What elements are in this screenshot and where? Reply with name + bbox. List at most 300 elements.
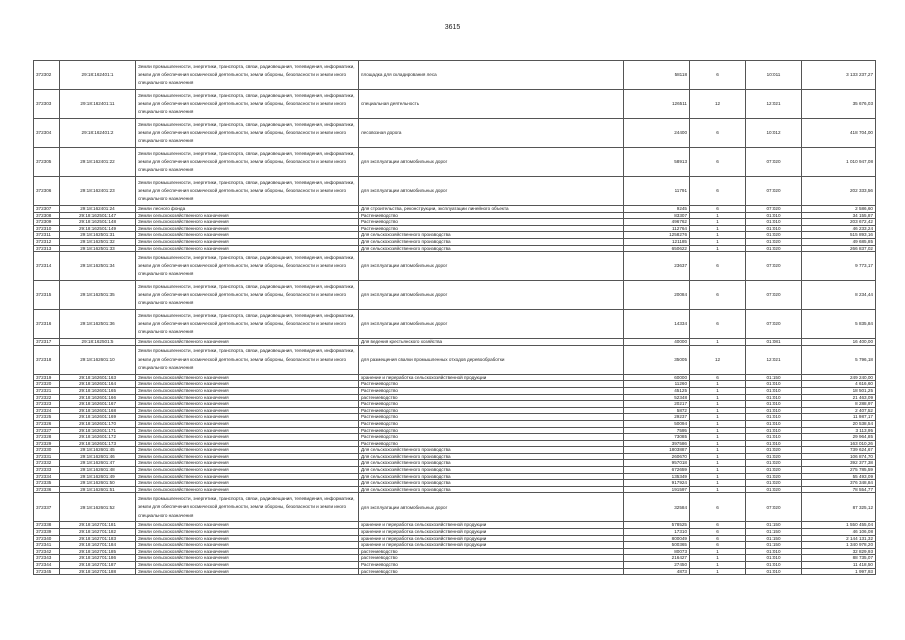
row-number-cell: 372337 bbox=[34, 493, 60, 522]
cadastral-value-table bbox=[33, 60, 876, 575]
permitted-use-cell: Растениеводство bbox=[359, 407, 624, 414]
cadastral-number-cell: 29:18:162701:182 bbox=[60, 529, 136, 536]
group-number-cell: 1 bbox=[690, 387, 746, 394]
cadastral-number-cell: 29:18:162601:50 bbox=[60, 480, 136, 487]
row-number-cell: 372302 bbox=[34, 61, 60, 90]
area-cell: 672659 bbox=[624, 467, 690, 474]
cadastral-value-cell: 4 616,60 bbox=[802, 381, 876, 388]
cadastral-number-cell: 29:18:162701:187 bbox=[60, 562, 136, 569]
cadastral-number-cell: 29:18:162601:171 bbox=[60, 427, 136, 434]
land-category-cell: Земли сельскохозяйственного назначения bbox=[136, 460, 359, 467]
row-number-cell: 372341 bbox=[34, 542, 60, 549]
table-row bbox=[34, 407, 876, 414]
row-number-cell: 372335 bbox=[34, 480, 60, 487]
group-number-cell: 1 bbox=[690, 339, 746, 346]
cadastral-number-cell: 29:18:162601:52 bbox=[60, 493, 136, 522]
cadastral-number-cell: 29:18:162501:36 bbox=[60, 310, 136, 339]
row-number-cell: 372343 bbox=[34, 555, 60, 562]
table-row bbox=[34, 562, 876, 569]
group-number-cell: 1 bbox=[690, 225, 746, 232]
use-code-cell: 01:010 bbox=[746, 219, 802, 226]
group-number-cell: 1 bbox=[690, 473, 746, 480]
permitted-use-cell: для эксплуатации автомобильных дорог bbox=[359, 252, 624, 281]
land-category-cell: Земли сельскохозяйственного назначения bbox=[136, 555, 359, 562]
permitted-use-cell: хранение и переработка сельскохозяйственной продукции bbox=[359, 522, 624, 529]
permitted-use-cell: для размещения свалки промышленных отходов деревообработки bbox=[359, 345, 624, 374]
land-category-cell: Земли промышленности, энергетики, транспорта, связи, радиовещания, телевидения, информатики, земли для обеспечения космической деятельности, земли обороны, безопасности и земли иного специального назначения bbox=[136, 493, 359, 522]
table-row bbox=[34, 420, 876, 427]
group-number-cell: 1 bbox=[690, 381, 746, 388]
group-number-cell: 1 bbox=[690, 434, 746, 441]
table-row bbox=[34, 119, 876, 148]
land-category-cell: Земли сельскохозяйственного назначения bbox=[136, 467, 359, 474]
land-category-cell: Земли сельскохозяйственного назначения bbox=[136, 232, 359, 239]
cadastral-number-cell: 29:18:162601:173 bbox=[60, 440, 136, 447]
group-number-cell: 1 bbox=[690, 401, 746, 408]
row-number-cell: 372317 bbox=[34, 339, 60, 346]
table-row bbox=[34, 568, 876, 575]
table-row bbox=[34, 381, 876, 388]
group-number-cell: 1 bbox=[690, 232, 746, 239]
table-row bbox=[34, 310, 876, 339]
permitted-use-cell: Для сельскохозяйственного производства bbox=[359, 480, 624, 487]
table-row bbox=[34, 148, 876, 177]
land-category-cell: Земли сельскохозяйственного назначения bbox=[136, 562, 359, 569]
permitted-use-cell: хранение и переработка сельскохозяйственной продукции bbox=[359, 374, 624, 381]
land-category-cell: Земли сельскохозяйственного назначения bbox=[136, 453, 359, 460]
use-code-cell: 01:010 bbox=[746, 440, 802, 447]
use-code-cell: 12:021 bbox=[746, 345, 802, 374]
row-number-cell: 372331 bbox=[34, 453, 60, 460]
cadastral-value-cell: 106 874,70 bbox=[802, 453, 876, 460]
row-number-cell: 372304 bbox=[34, 119, 60, 148]
use-code-cell: 01:150 bbox=[746, 542, 802, 549]
cadastral-number-cell: 29:18:162501:148 bbox=[60, 219, 136, 226]
land-category-cell: Земли сельскохозяйственного назначения bbox=[136, 381, 359, 388]
area-cell: 83307 bbox=[624, 212, 690, 219]
use-code-cell: 10:011 bbox=[746, 61, 802, 90]
cadastral-number-cell: 29:18:162601:172 bbox=[60, 434, 136, 441]
row-number-cell: 372319 bbox=[34, 374, 60, 381]
table-row bbox=[34, 460, 876, 467]
group-number-cell: 12 bbox=[690, 90, 746, 119]
permitted-use-cell: Для ведения крестьянского хозяйства bbox=[359, 339, 624, 346]
area-cell: 32584 bbox=[624, 493, 690, 522]
cadastral-number-cell: 29:18:162401:11 bbox=[60, 90, 136, 119]
row-number-cell: 372342 bbox=[34, 548, 60, 555]
area-cell: 4873 bbox=[624, 568, 690, 575]
use-code-cell: 01:150 bbox=[746, 529, 802, 536]
table-row bbox=[34, 548, 876, 555]
area-cell: 1803887 bbox=[624, 447, 690, 454]
table-row bbox=[34, 427, 876, 434]
cadastral-value-cell: 18 501,25 bbox=[802, 387, 876, 394]
group-number-cell: 6 bbox=[690, 522, 746, 529]
row-number-cell: 372330 bbox=[34, 447, 60, 454]
cadastral-value-cell: 16 400,00 bbox=[802, 339, 876, 346]
use-code-cell: 01:010 bbox=[746, 548, 802, 555]
row-number-cell: 372339 bbox=[34, 529, 60, 536]
land-category-cell: Земли сельскохозяйственного назначения bbox=[136, 440, 359, 447]
use-code-cell: 01:020 bbox=[746, 447, 802, 454]
area-cell: 126511 bbox=[624, 90, 690, 119]
permitted-use-cell: растениеводство bbox=[359, 548, 624, 555]
cadastral-number-cell: 29:18:162401:23 bbox=[60, 177, 136, 206]
permitted-use-cell: растениеводство bbox=[359, 394, 624, 401]
land-category-cell: Земли сельскохозяйственного назначения bbox=[136, 219, 359, 226]
row-number-cell: 372323 bbox=[34, 401, 60, 408]
row-number-cell: 372340 bbox=[34, 535, 60, 542]
row-number-cell: 372316 bbox=[34, 310, 60, 339]
row-number-cell: 372332 bbox=[34, 460, 60, 467]
cadastral-number-cell: 29:18:162701:186 bbox=[60, 555, 136, 562]
permitted-use-cell: растениеводство bbox=[359, 568, 624, 575]
table-row bbox=[34, 473, 876, 480]
cadastral-value-cell: 418 704,00 bbox=[802, 119, 876, 148]
cadastral-number-cell: 29:18:162701:185 bbox=[60, 548, 136, 555]
cadastral-number-cell: 29:18:162501:149 bbox=[60, 225, 136, 232]
land-category-cell: Земли сельскохозяйственного назначения bbox=[136, 225, 359, 232]
group-number-cell: 1 bbox=[690, 555, 746, 562]
permitted-use-cell: Для сельскохозяйственного производства bbox=[359, 473, 624, 480]
land-category-cell: Земли промышленности, энергетики, транспорта, связи, радиовещания, телевидения, информатики, земли для обеспечения космической деятельности, земли обороны, безопасности и земли иного специального назначения bbox=[136, 148, 359, 177]
use-code-cell: 01:010 bbox=[746, 225, 802, 232]
cadastral-value-cell: 87 325,12 bbox=[802, 493, 876, 522]
row-number-cell: 372344 bbox=[34, 562, 60, 569]
row-number-cell: 372336 bbox=[34, 486, 60, 493]
row-number-cell: 372305 bbox=[34, 148, 60, 177]
cadastral-value-cell: 249 240,00 bbox=[802, 374, 876, 381]
cadastral-number-cell: 29:18:162701:184 bbox=[60, 542, 136, 549]
use-code-cell: 07:020 bbox=[746, 281, 802, 310]
table-row bbox=[34, 225, 876, 232]
area-cell: 500365 bbox=[624, 542, 690, 549]
row-number-cell: 372327 bbox=[34, 427, 60, 434]
group-number-cell: 1 bbox=[690, 548, 746, 555]
group-number-cell: 1 bbox=[690, 486, 746, 493]
group-number-cell: 1 bbox=[690, 407, 746, 414]
cadastral-number-cell: 29:18:162501:34 bbox=[60, 252, 136, 281]
area-cell: 11260 bbox=[624, 381, 690, 388]
permitted-use-cell: Растениеводство bbox=[359, 562, 624, 569]
cadastral-value-cell: 32 829,93 bbox=[802, 548, 876, 555]
table-row bbox=[34, 480, 876, 487]
permitted-use-cell: специальная деятельность bbox=[359, 90, 624, 119]
use-code-cell: 01:020 bbox=[746, 480, 802, 487]
permitted-use-cell: Растениеводство bbox=[359, 212, 624, 219]
use-code-cell: 01:020 bbox=[746, 486, 802, 493]
row-number-cell: 372318 bbox=[34, 345, 60, 374]
cadastral-number-cell: 29:18:162601:165 bbox=[60, 387, 136, 394]
cadastral-number-cell: 29:18:162601:10 bbox=[60, 345, 136, 374]
land-category-cell: Земли промышленности, энергетики, транспорта, связи, радиовещания, телевидения, информатики, земли для обеспечения космической деятельности, земли обороны, безопасности и земли иного специального назначения bbox=[136, 90, 359, 119]
permitted-use-cell: лесовозная дорога bbox=[359, 119, 624, 148]
permitted-use-cell: Для сельскохозяйственного производства bbox=[359, 467, 624, 474]
cadastral-value-cell: 88 735,07 bbox=[802, 555, 876, 562]
group-number-cell: 6 bbox=[690, 281, 746, 310]
group-number-cell: 6 bbox=[690, 206, 746, 213]
row-number-cell: 372322 bbox=[34, 394, 60, 401]
table-row bbox=[34, 394, 876, 401]
area-cell: 23637 bbox=[624, 252, 690, 281]
group-number-cell: 6 bbox=[690, 252, 746, 281]
group-number-cell: 6 bbox=[690, 374, 746, 381]
row-number-cell: 372325 bbox=[34, 414, 60, 421]
group-number-cell: 1 bbox=[690, 414, 746, 421]
land-category-cell: Земли сельскохозяйственного назначения bbox=[136, 427, 359, 434]
cadastral-value-cell: 275 785,59 bbox=[802, 467, 876, 474]
group-number-cell: 1 bbox=[690, 440, 746, 447]
table-row bbox=[34, 401, 876, 408]
use-code-cell: 01:010 bbox=[746, 387, 802, 394]
land-category-cell: Земли сельскохозяйственного назначения bbox=[136, 568, 359, 575]
cadastral-value-cell: 20 538,54 bbox=[802, 420, 876, 427]
cadastral-value-cell: 78 554,77 bbox=[802, 486, 876, 493]
cadastral-number-cell: 29:18:162401:2 bbox=[60, 119, 136, 148]
use-code-cell: 01:010 bbox=[746, 394, 802, 401]
land-category-cell: Земли промышленности, энергетики, транспорта, связи, радиовещания, телевидения, информатики, земли для обеспечения космической деятельности, земли обороны, безопасности и земли иного специального назначения bbox=[136, 281, 359, 310]
row-number-cell: 372345 bbox=[34, 568, 60, 575]
area-cell: 7595 bbox=[624, 427, 690, 434]
area-cell: 5872 bbox=[624, 407, 690, 414]
cadastral-value-cell: 21 463,09 bbox=[802, 394, 876, 401]
cadastral-value-cell: 3 133 237,27 bbox=[802, 61, 876, 90]
cadastral-value-cell: 35 676,03 bbox=[802, 90, 876, 119]
table-row bbox=[34, 238, 876, 245]
area-cell: 35005 bbox=[624, 345, 690, 374]
table-row bbox=[34, 529, 876, 536]
use-code-cell: 01:020 bbox=[746, 232, 802, 239]
use-code-cell: 07:020 bbox=[746, 310, 802, 339]
cadastral-number-cell: 29:18:162501:35 bbox=[60, 281, 136, 310]
group-number-cell: 6 bbox=[690, 148, 746, 177]
row-number-cell: 372334 bbox=[34, 473, 60, 480]
table-row bbox=[34, 177, 876, 206]
cadastral-number-cell: 29:18:162501:31 bbox=[60, 232, 136, 239]
land-category-cell: Земли сельскохозяйственного назначения bbox=[136, 542, 359, 549]
land-category-cell: Земли сельскохозяйственного назначения bbox=[136, 212, 359, 219]
land-category-cell: Земли сельскохозяйственного назначения bbox=[136, 434, 359, 441]
group-number-cell: 6 bbox=[690, 177, 746, 206]
group-number-cell: 1 bbox=[690, 447, 746, 454]
land-category-cell: Земли сельскохозяйственного назначения bbox=[136, 473, 359, 480]
cadastral-number-cell: 29:18:162601:167 bbox=[60, 401, 136, 408]
permitted-use-cell: Для сельскохозяйственного производства bbox=[359, 238, 624, 245]
cadastral-value-cell: 34 155,87 bbox=[802, 212, 876, 219]
group-number-cell: 6 bbox=[690, 529, 746, 536]
use-code-cell: 01:010 bbox=[746, 562, 802, 569]
table-row bbox=[34, 447, 876, 454]
cadastral-value-cell: 392 377,38 bbox=[802, 460, 876, 467]
area-cell: 957018 bbox=[624, 460, 690, 467]
row-number-cell: 372303 bbox=[34, 90, 60, 119]
cadastral-value-cell: 1 997,93 bbox=[802, 568, 876, 575]
row-number-cell: 372338 bbox=[34, 522, 60, 529]
table-row bbox=[34, 414, 876, 421]
permitted-use-cell: Растениеводство bbox=[359, 387, 624, 394]
cadastral-value-cell: 2 144 131,32 bbox=[802, 535, 876, 542]
permitted-use-cell: для эксплуатации автомобильных дорог bbox=[359, 177, 624, 206]
table-row bbox=[34, 522, 876, 529]
area-cell: 917924 bbox=[624, 480, 690, 487]
use-code-cell: 01:150 bbox=[746, 535, 802, 542]
permitted-use-cell: для эксплуатации автомобильных дорог bbox=[359, 148, 624, 177]
permitted-use-cell: Для сельскохозяйственного производства bbox=[359, 245, 624, 252]
table-row bbox=[34, 486, 876, 493]
table-row bbox=[34, 535, 876, 542]
use-code-cell: 01:020 bbox=[746, 467, 802, 474]
group-number-cell: 1 bbox=[690, 394, 746, 401]
row-number-cell: 372324 bbox=[34, 407, 60, 414]
area-cell: 52348 bbox=[624, 394, 690, 401]
group-number-cell: 1 bbox=[690, 467, 746, 474]
permitted-use-cell: Растениеводство bbox=[359, 434, 624, 441]
land-category-cell: Земли сельскохозяйственного назначения bbox=[136, 535, 359, 542]
permitted-use-cell: Для сельскохозяйственного производства bbox=[359, 232, 624, 239]
land-category-cell: Земли сельскохозяйственного назначения bbox=[136, 420, 359, 427]
cadastral-number-cell: 29:18:162501:33 bbox=[60, 245, 136, 252]
land-category-cell: Земли промышленности, энергетики, транспорта, связи, радиовещания, телевидения, информатики, земли для обеспечения космической деятельности, земли обороны, безопасности и земли иного специального назначения bbox=[136, 345, 359, 374]
cadastral-value-cell: 46 106,08 bbox=[802, 529, 876, 536]
use-code-cell: 01:150 bbox=[746, 522, 802, 529]
use-code-cell: 01:010 bbox=[746, 555, 802, 562]
group-number-cell: 1 bbox=[690, 427, 746, 434]
use-code-cell: 01:010 bbox=[746, 434, 802, 441]
cadastral-value-cell: 8 234,44 bbox=[802, 281, 876, 310]
use-code-cell: 01:081 bbox=[746, 339, 802, 346]
row-number-cell: 372326 bbox=[34, 420, 60, 427]
cadastral-value-cell: 8 288,97 bbox=[802, 401, 876, 408]
area-cell: 260670 bbox=[624, 453, 690, 460]
group-number-cell: 1 bbox=[690, 420, 746, 427]
row-number-cell: 372313 bbox=[34, 245, 60, 252]
cadastral-number-cell: 29:18:162601:45 bbox=[60, 447, 136, 454]
land-category-cell: Земли промышленности, энергетики, транспорта, связи, радиовещания, телевидения, информатики, земли для обеспечения космической деятельности, земли обороны, безопасности и земли иного специального назначения bbox=[136, 119, 359, 148]
cadastral-value-cell: 49 685,85 bbox=[802, 238, 876, 245]
group-number-cell: 1 bbox=[690, 460, 746, 467]
group-number-cell: 1 bbox=[690, 245, 746, 252]
table-row bbox=[34, 245, 876, 252]
area-cell: 800049 bbox=[624, 535, 690, 542]
row-number-cell: 372333 bbox=[34, 467, 60, 474]
area-cell: 60000 bbox=[624, 374, 690, 381]
area-cell: 17310 bbox=[624, 529, 690, 536]
area-cell: 496762 bbox=[624, 219, 690, 226]
cadastral-number-cell: 29:18:162401:24 bbox=[60, 206, 136, 213]
cadastral-value-cell: 5 835,84 bbox=[802, 310, 876, 339]
cadastral-value-cell: 203 672,42 bbox=[802, 219, 876, 226]
use-code-cell: 01:010 bbox=[746, 427, 802, 434]
use-code-cell: 10:012 bbox=[746, 119, 802, 148]
cadastral-value-cell: 1 340 978,20 bbox=[802, 542, 876, 549]
permitted-use-cell: для эксплуатации автомобильных дорог bbox=[359, 310, 624, 339]
area-cell: 121185 bbox=[624, 238, 690, 245]
use-code-cell: 01:150 bbox=[746, 374, 802, 381]
area-cell: 14334 bbox=[624, 310, 690, 339]
area-cell: 20217 bbox=[624, 401, 690, 408]
group-number-cell: 1 bbox=[690, 453, 746, 460]
area-cell: 9245 bbox=[624, 206, 690, 213]
land-category-cell: Земли сельскохозяйственного назначения bbox=[136, 401, 359, 408]
group-number-cell: 1 bbox=[690, 212, 746, 219]
cadastral-value-cell: 9 773,17 bbox=[802, 252, 876, 281]
use-code-cell: 01:010 bbox=[746, 407, 802, 414]
land-category-cell: Земли сельскохозяйственного назначения bbox=[136, 548, 359, 555]
use-code-cell: 12:021 bbox=[746, 90, 802, 119]
cadastral-number-cell: 29:18:162601:169 bbox=[60, 414, 136, 421]
table-row bbox=[34, 542, 876, 549]
use-code-cell: 01:020 bbox=[746, 460, 802, 467]
cadastral-number-cell: 29:18:162401:22 bbox=[60, 148, 136, 177]
land-category-cell: Земли сельскохозяйственного назначения bbox=[136, 339, 359, 346]
cadastral-value-cell: 376 348,84 bbox=[802, 480, 876, 487]
cadastral-number-cell: 29:18:162501:5 bbox=[60, 339, 136, 346]
group-number-cell: 6 bbox=[690, 493, 746, 522]
use-code-cell: 07:020 bbox=[746, 148, 802, 177]
cadastral-value-cell: 29 964,85 bbox=[802, 434, 876, 441]
land-category-cell: Земли сельскохозяйственного назначения bbox=[136, 387, 359, 394]
cadastral-number-cell: 29:18:162701:181 bbox=[60, 522, 136, 529]
area-cell: 58913 bbox=[624, 148, 690, 177]
group-number-cell: 1 bbox=[690, 568, 746, 575]
row-number-cell: 372312 bbox=[34, 238, 60, 245]
cadastral-number-cell: 29:18:162701:188 bbox=[60, 568, 136, 575]
group-number-cell: 6 bbox=[690, 542, 746, 549]
table-row bbox=[34, 232, 876, 239]
cadastral-number-cell: 29:18:162601:170 bbox=[60, 420, 136, 427]
cadastral-number-cell: 29:18:162601:49 bbox=[60, 473, 136, 480]
cadastral-number-cell: 29:18:162601:47 bbox=[60, 460, 136, 467]
cadastral-value-cell: 163 010,26 bbox=[802, 440, 876, 447]
cadastral-number-cell: 29:18:162601:164 bbox=[60, 381, 136, 388]
land-category-cell: Земли лесного фонда bbox=[136, 206, 359, 213]
area-cell: 135349 bbox=[624, 473, 690, 480]
area-cell: 80073 bbox=[624, 548, 690, 555]
permitted-use-cell: растениеводство bbox=[359, 555, 624, 562]
use-code-cell: 01:010 bbox=[746, 568, 802, 575]
land-category-cell: Земли промышленности, энергетики, транспорта, связи, радиовещания, телевидения, информатики, земли для обеспечения космической деятельности, земли обороны, безопасности и земли иного специального назначения bbox=[136, 252, 359, 281]
permitted-use-cell: Растениеводство bbox=[359, 414, 624, 421]
cadastral-value-cell: 11 987,17 bbox=[802, 414, 876, 421]
page-number: 3615 bbox=[444, 24, 461, 31]
permitted-use-cell: Для строительства, реконструкции, эксплуатации линейного объекта bbox=[359, 206, 624, 213]
table-row bbox=[34, 90, 876, 119]
permitted-use-cell: хранение и переработка сельскохозяйственной продукции bbox=[359, 529, 624, 536]
row-number-cell: 372321 bbox=[34, 387, 60, 394]
cadastral-value-cell: 46 233,24 bbox=[802, 225, 876, 232]
cadastral-number-cell: 29:18:162601:46 bbox=[60, 453, 136, 460]
cadastral-value-cell: 5 796,18 bbox=[802, 345, 876, 374]
table-row bbox=[34, 281, 876, 310]
cadastral-value-cell: 2 586,60 bbox=[802, 206, 876, 213]
use-code-cell: 01:020 bbox=[746, 245, 802, 252]
table-row bbox=[34, 61, 876, 90]
cadastral-number-cell: 29:18:162601:163 bbox=[60, 374, 136, 381]
cadastral-number-cell: 29:18:162501:147 bbox=[60, 212, 136, 219]
table-row bbox=[34, 467, 876, 474]
group-number-cell: 6 bbox=[690, 119, 746, 148]
permitted-use-cell: площадка для складирования леса bbox=[359, 61, 624, 90]
row-number-cell: 372311 bbox=[34, 232, 60, 239]
table-row bbox=[34, 555, 876, 562]
row-number-cell: 372310 bbox=[34, 225, 60, 232]
area-cell: 578525 bbox=[624, 522, 690, 529]
cadastral-number-cell: 29:18:162701:183 bbox=[60, 535, 136, 542]
use-code-cell: 01:020 bbox=[746, 453, 802, 460]
permitted-use-cell: Растениеводство bbox=[359, 381, 624, 388]
cadastral-number-cell: 29:18:162601:166 bbox=[60, 394, 136, 401]
area-cell: 397586 bbox=[624, 440, 690, 447]
